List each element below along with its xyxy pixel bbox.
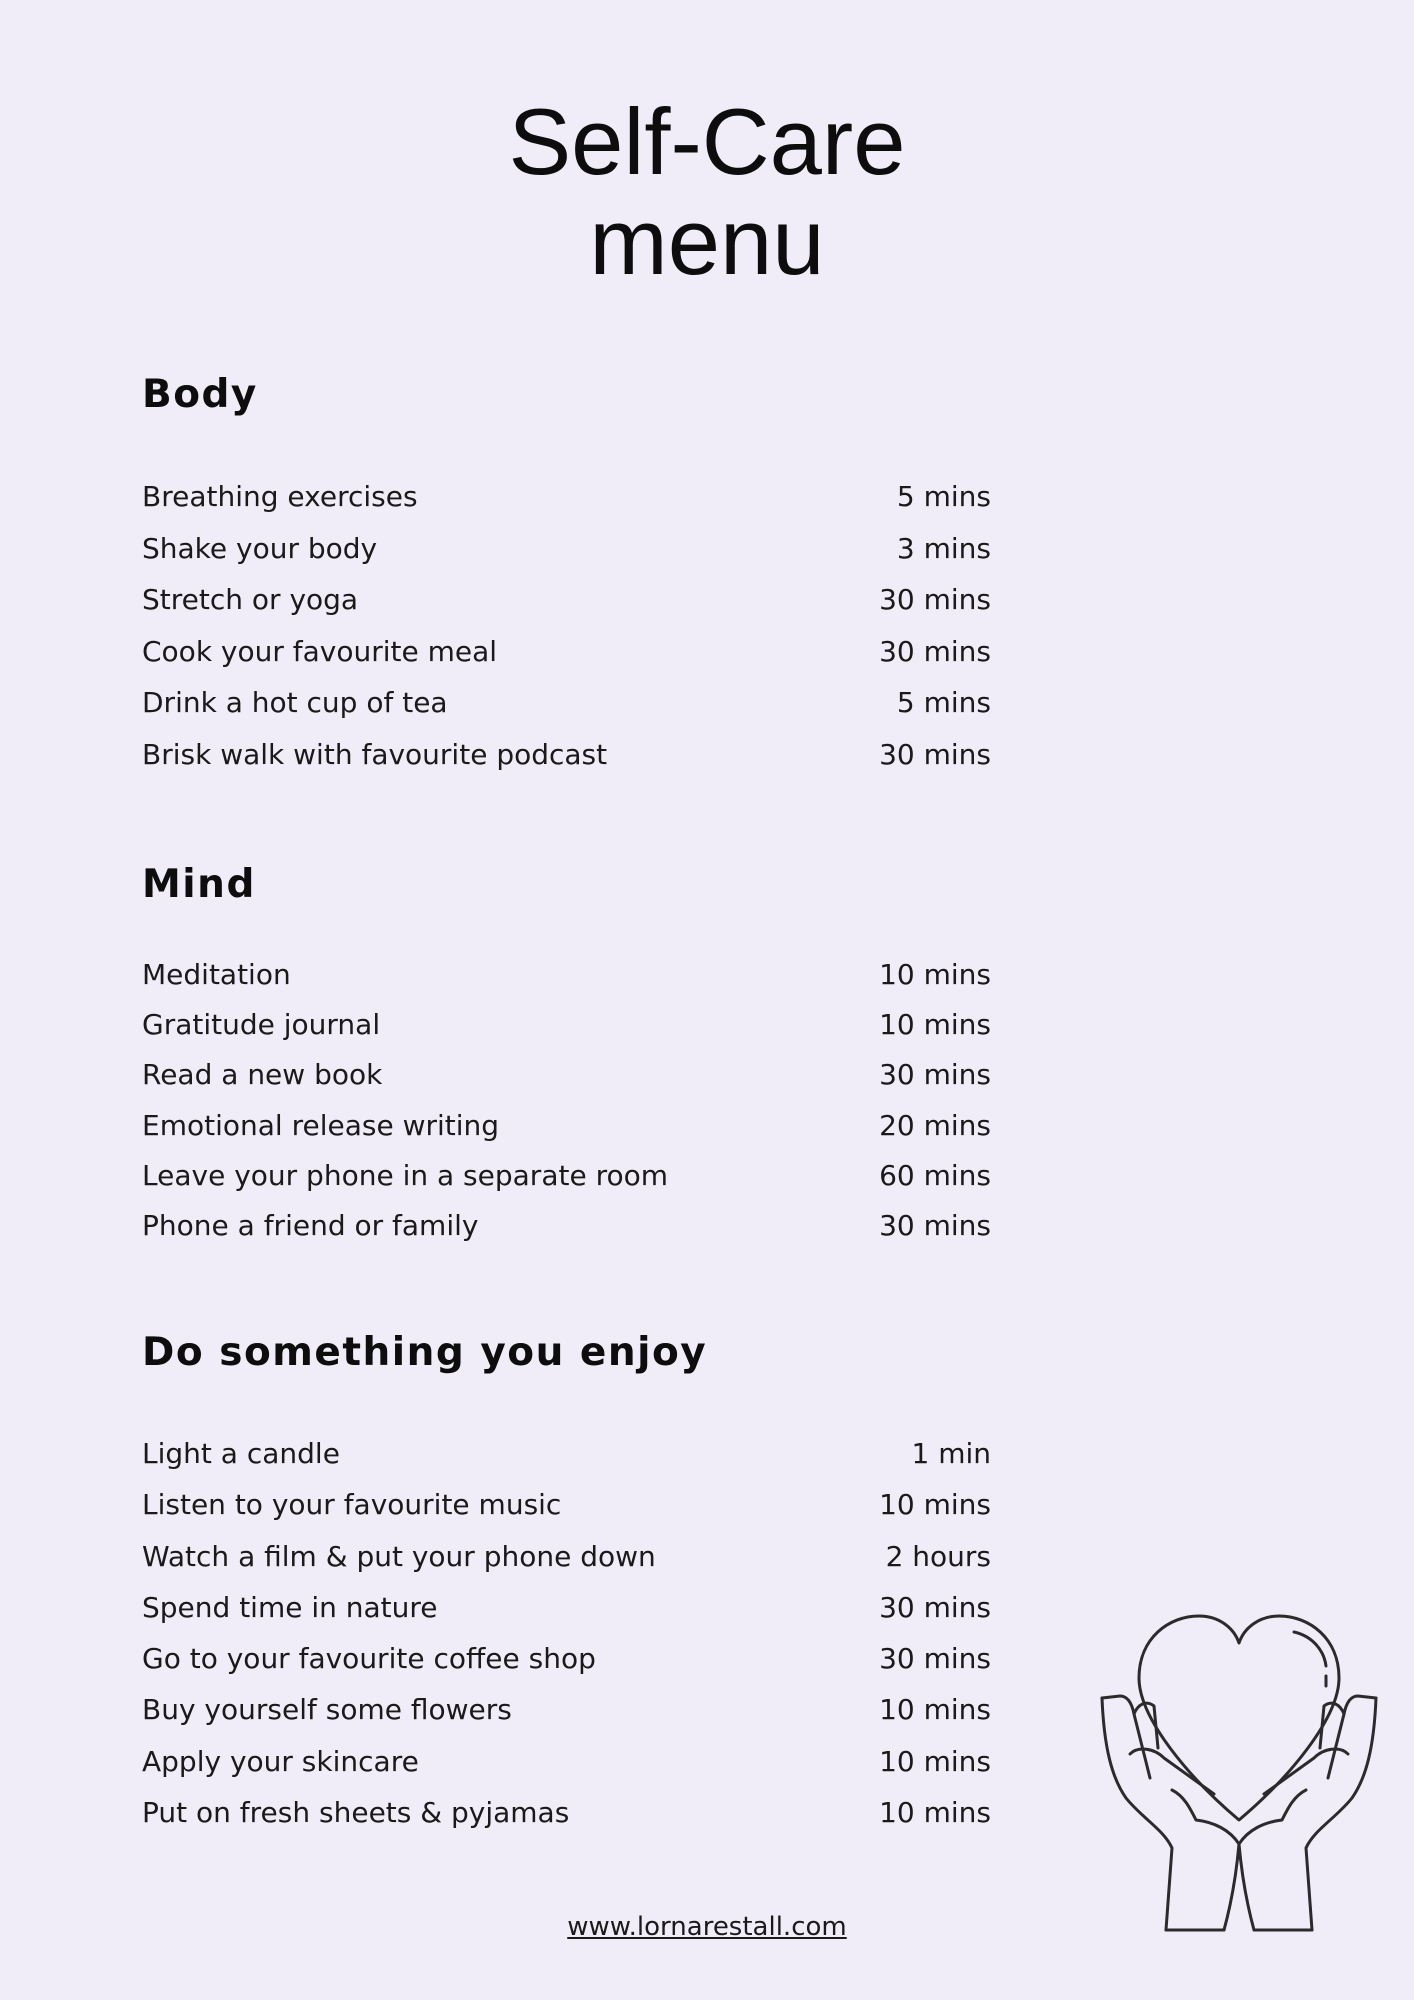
activity-name: Stretch or yoga: [142, 583, 359, 617]
activity-name: Emotional release writing: [142, 1108, 500, 1142]
activity-name: Read a new book: [142, 1058, 383, 1092]
section-heading-enjoy: Do something you enjoy: [142, 1330, 708, 1375]
activity-name: Apply your skincare: [142, 1744, 419, 1778]
activity-duration: 1 min: [911, 1437, 991, 1470]
list-item: [142, 1159, 991, 1209]
activity-duration: 2 hours: [885, 1539, 991, 1573]
list-item: [142, 1745, 991, 1796]
activity-duration: 30 mins: [879, 583, 991, 617]
activity-duration: 5 mins: [896, 686, 991, 720]
activity-duration: 10 mins: [879, 1693, 991, 1727]
activity-name: Breathing exercises: [142, 480, 418, 513]
activity-duration: 30 mins: [879, 1642, 991, 1676]
activity-duration: 30 mins: [879, 737, 991, 771]
activity-duration: 10 mins: [879, 1796, 991, 1830]
activity-name: Phone a friend or family: [142, 1208, 479, 1242]
list-item: [142, 686, 991, 738]
activity-duration: 10 mins: [879, 1008, 991, 1042]
hands-holding-heart-icon: [1094, 1608, 1384, 1938]
activity-duration: 20 mins: [879, 1108, 991, 1142]
list-item: [142, 738, 991, 790]
list-item: [142, 635, 991, 687]
list-item: [142, 1591, 991, 1642]
activity-duration: 3 mins: [896, 531, 991, 565]
activity-name: Gratitude journal: [142, 1008, 381, 1042]
list-item: [142, 1209, 991, 1259]
activity-name: Put on fresh sheets & pyjamas: [142, 1796, 570, 1830]
list-item: [142, 1058, 991, 1108]
list-item: [142, 958, 991, 1008]
activity-duration: 30 mins: [879, 1590, 991, 1624]
activity-name: Meditation: [142, 958, 291, 991]
list-item: [142, 480, 991, 532]
section-heading-body: Body: [142, 372, 258, 417]
list-item: [142, 1540, 991, 1591]
activity-name: Go to your favourite coffee shop: [142, 1642, 596, 1676]
mind-activity-list: [142, 958, 991, 1259]
list-item: [142, 1008, 991, 1058]
list-item: [142, 583, 991, 635]
activity-duration: 30 mins: [879, 1208, 991, 1242]
activity-duration: 30 mins: [879, 1058, 991, 1092]
list-item: [142, 1642, 991, 1693]
website-link[interactable]: www.lornarestall.com: [567, 1912, 847, 1942]
activity-duration: 10 mins: [879, 1488, 991, 1522]
activity-name: Listen to your favourite music: [142, 1488, 562, 1522]
activity-name: Buy yourself some flowers: [142, 1693, 512, 1727]
page-title: [0, 89, 1414, 294]
activity-name: Watch a film & put your phone down: [142, 1539, 656, 1573]
activity-name: Spend time in nature: [142, 1590, 438, 1624]
activity-name: Leave your phone in a separate room: [142, 1158, 669, 1192]
list-item: [142, 1109, 991, 1159]
activity-duration: 5 mins: [896, 480, 991, 513]
activity-duration: 60 mins: [879, 1158, 991, 1192]
activity-name: Brisk walk with favourite podcast: [142, 737, 608, 771]
list-item: [142, 1437, 991, 1488]
list-item: [142, 1693, 991, 1744]
body-activity-list: [142, 480, 991, 790]
activity-name: Light a candle: [142, 1437, 340, 1470]
list-item: [142, 532, 991, 584]
list-item: [142, 1796, 991, 1847]
section-heading-mind: Mind: [142, 862, 256, 907]
title-line-1: Self-Care: [508, 89, 906, 194]
activity-name: Shake your body: [142, 531, 378, 565]
list-item: [142, 1488, 991, 1539]
activity-name: Drink a hot cup of tea: [142, 686, 448, 720]
activity-name: Cook your favourite meal: [142, 634, 498, 668]
activity-duration: 10 mins: [879, 1744, 991, 1778]
activity-duration: 10 mins: [879, 958, 991, 991]
activity-duration: 30 mins: [879, 634, 991, 668]
title-line-2: menu: [589, 189, 825, 294]
enjoy-activity-list: [142, 1437, 991, 1847]
